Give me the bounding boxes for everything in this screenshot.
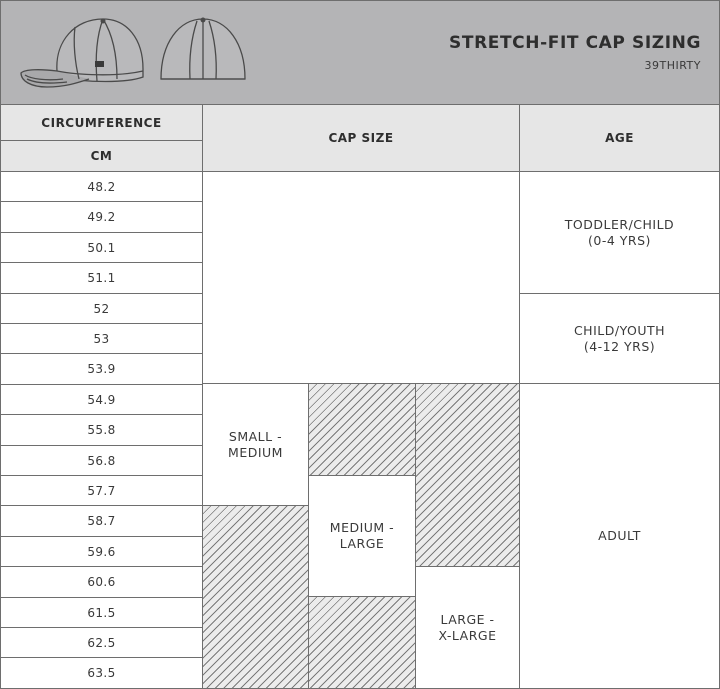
circumference-cell: 49.2	[1, 202, 203, 233]
chart-header	[1, 1, 719, 105]
circumference-cell: 62.5	[1, 628, 203, 658]
age-child-youth: CHILD/YOUTH (4-12 YRS)	[520, 294, 719, 384]
cap-back-view-icon	[157, 15, 249, 87]
age-toddler-child: TODDLER/CHILD (0-4 YRS)	[520, 172, 719, 294]
age-adult: ADULT	[520, 384, 719, 689]
circumference-cell: 54.9	[1, 385, 203, 415]
size-large-xlarge: LARGE - X-LARGE	[416, 567, 520, 689]
hatch-block	[309, 597, 416, 689]
cap-side-view-icon	[17, 13, 147, 93]
circumference-cell: 63.5	[1, 658, 203, 689]
circumference-cell: 57.7	[1, 476, 203, 506]
circumference-cell: 58.7	[1, 506, 203, 537]
circumference-cell: 53.9	[1, 354, 203, 385]
hatch-block	[203, 506, 309, 689]
cap-model: 39THIRTY	[644, 59, 701, 72]
size-small-medium: SMALL - MEDIUM	[203, 384, 309, 506]
unit-header: CM	[1, 141, 203, 172]
circumference-cell: 48.2	[1, 172, 203, 202]
circumference-cell: 55.8	[1, 415, 203, 446]
circumference-cell: 61.5	[1, 598, 203, 628]
circumference-cell: 60.6	[1, 567, 203, 598]
circumference-cell: 51.1	[1, 263, 203, 294]
chart-title: STRETCH-FIT CAP SIZING	[449, 33, 701, 53]
circumference-cell: 59.6	[1, 537, 203, 567]
size-medium-large: MEDIUM - LARGE	[309, 476, 416, 597]
hatch-block	[416, 384, 520, 567]
circumference-cell: 52	[1, 294, 203, 324]
no-size-area	[203, 172, 520, 384]
cap-size-header: CAP SIZE	[203, 105, 520, 172]
circumference-header: CIRCUMFERENCE	[1, 105, 203, 141]
circumference-cell: 53	[1, 324, 203, 354]
age-header: AGE	[520, 105, 719, 172]
circumference-cell: 56.8	[1, 446, 203, 476]
hatch-block	[309, 384, 416, 476]
circumference-cell: 50.1	[1, 233, 203, 263]
